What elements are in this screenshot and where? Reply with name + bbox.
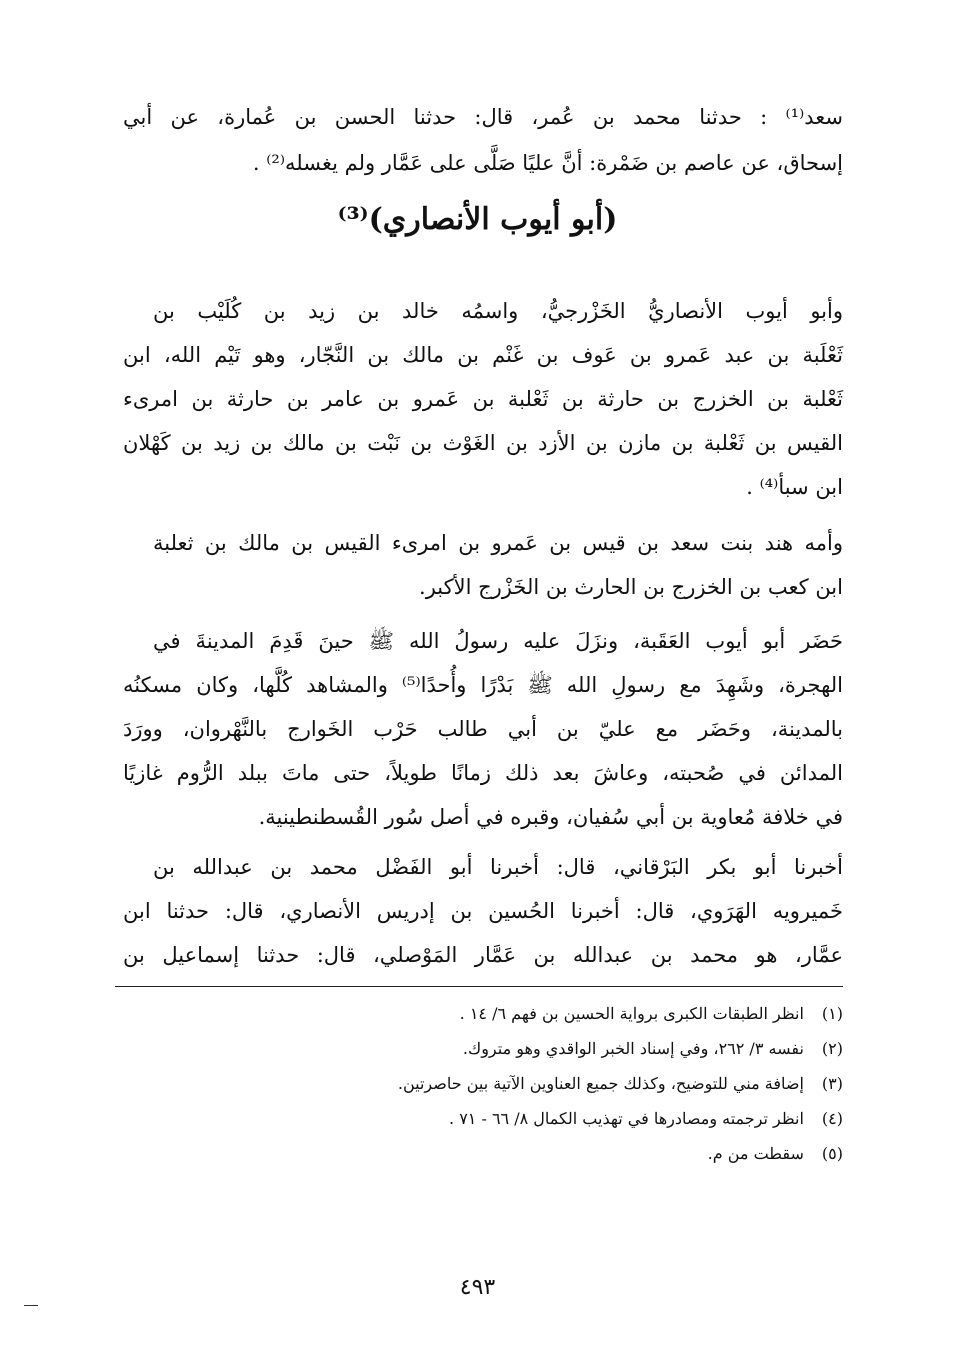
text-line: خَميرويه الهَرَوي، قال: أخبرنا الحُسين بن إدريس الأنصاري، قال: حدثنا ابن [123, 899, 843, 923]
footnote [143, 1002, 843, 1026]
text-line: سعد⁽¹⁾ : حدثنا محمد بن عُمر، قال: حدثنا الحسن بن عُمارة، عن أبي [123, 105, 843, 129]
footnote-number: (٤) [821, 1109, 843, 1128]
text-line: ثَعْلَبة بن عبد عَمرو بن عَوف بن غَنْم بن مالك بن النَّجّار، وهو تَيْم الله، ابن [123, 343, 843, 367]
text-line: ابن سبأ⁽⁴⁾ . [746, 475, 843, 499]
chapter-heading: (أبو أيوب الأنصاري)⁽³⁾ [337, 202, 618, 237]
text-line: وأمه هند بنت سعد بن قيس بن عَمرو بن امرىء القيس بن مالك بن ثعلبة [153, 531, 843, 555]
footnote [143, 1037, 843, 1061]
page-number: ٤٩٣ [459, 1275, 496, 1300]
text-line: حَضَر أبو أيوب العَقَبة، ونزَلَ عليه رسولُ الله ﷺ حينَ قَدِمَ المدينةَ في [153, 629, 843, 653]
footnote-text: انظر الطبقات الكبرى برواية الحسين بن فهم ٦/ ١٤ . [459, 1004, 804, 1023]
footnote-separator [115, 986, 843, 987]
footnote-text: سقطت من م. [707, 1144, 804, 1163]
footnote-number: (٢) [821, 1039, 843, 1058]
footnote-text: إضافة مني للتوضيح، وكذلك جميع العناوين الآتية بين حاصرتين. [397, 1074, 804, 1093]
margin-mark [24, 1305, 38, 1306]
text-line: ثَعْلبة بن الخزرج بن حارثة بن ثَعْلبة بن عَمرو بن عامر بن حارثة بن امرىء [123, 387, 843, 411]
footnote-number: (٥) [821, 1144, 843, 1163]
text-line: ابن كعب بن الخزرج بن الحارث بن الخَزْرج الأكبر. [419, 575, 843, 599]
footnote-text: انظر ترجمته ومصادرها في تهذيب الكمال ٨/ ٦٦ - ٧١ . [449, 1109, 804, 1128]
footnote-number: (٣) [821, 1074, 843, 1093]
text-line: وأبو أيوب الأنصاريُّ الخَزْرجيُّ، واسمُه خالد بن زيد بن كُلَيْب بن [153, 299, 843, 323]
footnote [143, 1072, 843, 1096]
text-line: إسحاق، عن عاصم بن ضَمْرة: أنَّ عليًا صَلَّى على عَمَّار ولم يغسله⁽²⁾ . [252, 151, 843, 175]
text-line: عمَّار، هو محمد بن عبدالله بن عَمَّار المَوْصلي، قال: حدثنا إسماعيل بن [123, 943, 843, 967]
footnote [143, 1142, 843, 1166]
text-line: بالمدينة، وحَضَر مع عليّ بن أبي طالب حَرْب الخَوارج بالنَّهْروان، وورَدَ [123, 717, 843, 741]
text-line: المدائن في صُحبته، وعاشَ بعد ذلك زمانًا طويلاً، حتى ماتَ ببلد الرُّوم غازيًا [123, 761, 843, 785]
footnote-number: (١) [821, 1004, 843, 1023]
text-line: في خلافة مُعاوية بن أبي سُفيان، وقبره في أصل سُور القُسطنطينية. [258, 805, 843, 829]
text-line: أخبرنا أبو بكر البَرْقاني، قال: أخبرنا أبو الفَضْل محمد بن عبدالله بن [153, 855, 843, 879]
text-line: القيس بن ثَعْلبة بن مازن بن الأزد بن الغَوْث بن نَبْت بن مالك بن زيد بن كَهْلان [123, 431, 843, 455]
text-line: الهجرة، وشَهِدَ مع رسولِ الله ﷺ بَدْرًا وأُحدًا⁽⁵⁾ والمشاهد كُلَّها، وكان مسكنُه [123, 673, 843, 697]
footnote-text: نفسه ٣/ ٢٦٢، وفي إسناد الخبر الواقدي وهو متروك. [462, 1039, 804, 1058]
footnote [143, 1107, 843, 1131]
